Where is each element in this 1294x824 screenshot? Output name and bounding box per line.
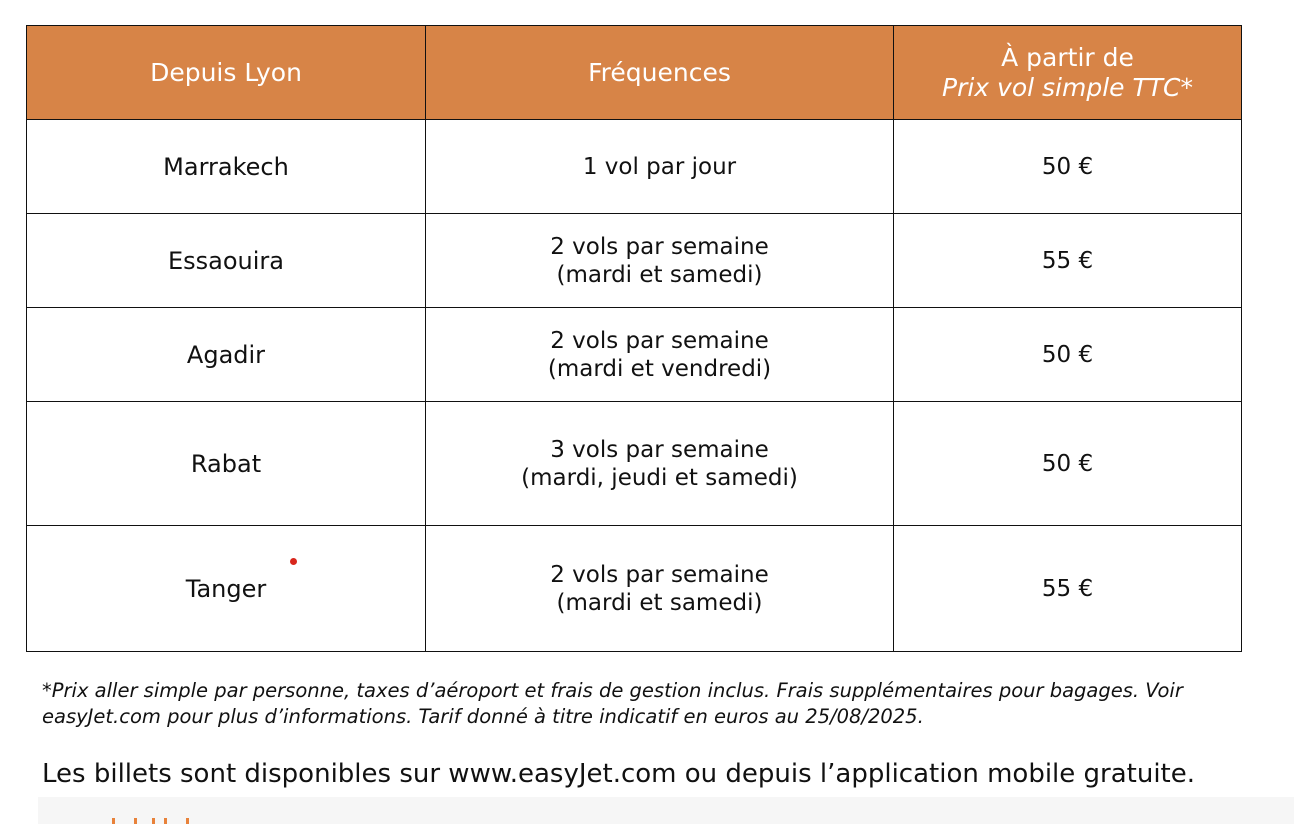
footnote: *Prix aller simple par personne, taxes d’aéroport et frais de gestion inclus. Frais supplémentaires pour bagages. Voir easyJet.com pour plus d’informations. Tarif donné à titre indicatif en euros au 25/08/2025. xyxy=(42,679,1183,728)
bottom-band xyxy=(38,797,1294,824)
city-cell: Tanger xyxy=(27,526,426,652)
price-cell: 50 € xyxy=(894,402,1242,526)
frequency-line2: (mardi et samedi) xyxy=(556,261,763,288)
frequency-line1: 2 vols par semaine xyxy=(550,233,769,260)
frequency-cell xyxy=(426,214,894,308)
frequency-cell xyxy=(426,308,894,402)
frequency-cell xyxy=(426,120,894,214)
header-price xyxy=(894,26,1242,120)
table-row xyxy=(27,402,1242,526)
availability-text: Les billets sont disponibles sur www.easyJet.com ou depuis l’application mobile gratuite. xyxy=(42,759,1196,789)
marker-dot xyxy=(290,558,297,565)
city-cell: Agadir xyxy=(27,308,426,402)
price-cell: 50 € xyxy=(894,308,1242,402)
city-cell: Essaouira xyxy=(27,214,426,308)
frequency-line1: 1 vol par jour xyxy=(582,153,737,180)
header-price-line1: À partir de xyxy=(1001,42,1134,72)
table-row xyxy=(27,526,1242,652)
price-cell: 55 € xyxy=(894,214,1242,308)
price-cell: 55 € xyxy=(894,526,1242,652)
frequency-line2: (mardi et vendredi) xyxy=(547,355,772,382)
city-cell: Marrakech xyxy=(27,120,426,214)
cropped-heading-fragment xyxy=(112,818,192,824)
routes-table xyxy=(26,25,1242,652)
frequency-line1: 2 vols par semaine xyxy=(550,561,769,588)
frequency-cell xyxy=(426,402,894,526)
header-destination: Depuis Lyon xyxy=(27,26,426,120)
frequency-line1: 3 vols par semaine xyxy=(550,436,769,463)
table-row xyxy=(27,214,1242,308)
table-row xyxy=(27,120,1242,214)
header-frequency: Fréquences xyxy=(426,26,894,120)
header-price-line2: Prix vol simple TTC* xyxy=(942,72,1193,102)
frequency-line1: 2 vols par semaine xyxy=(550,327,769,354)
table-header-row xyxy=(27,26,1242,120)
frequency-line2: (mardi et samedi) xyxy=(556,589,763,616)
price-cell: 50 € xyxy=(894,120,1242,214)
city-cell: Rabat xyxy=(27,402,426,526)
frequency-line2: (mardi, jeudi et samedi) xyxy=(521,464,798,491)
table-row xyxy=(27,308,1242,402)
frequency-cell xyxy=(426,526,894,652)
